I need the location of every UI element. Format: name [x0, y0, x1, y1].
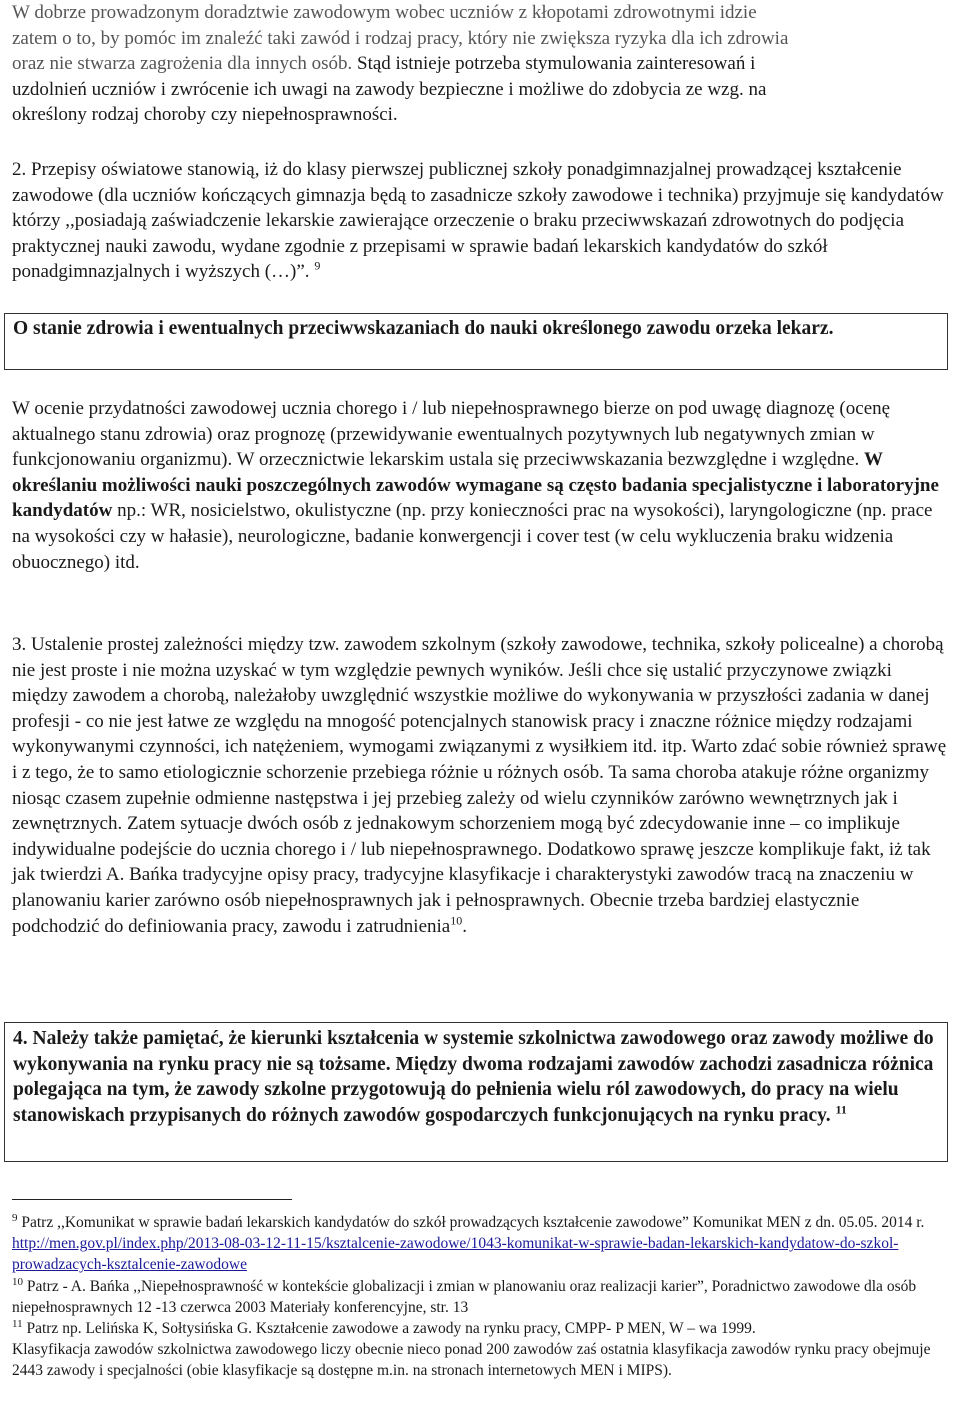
paragraph-assessment-text-b: np.: WR, nosicielstwo, okulistyczne (np. przy konieczności prac na wysokości), laryngologiczne (np. prace na wysokości czy w hałasie), neurologiczne, badanie konwergencji i cover test (w celu wykluczenia braku widzenia obuocznego) itd. [12, 500, 933, 573]
footnote-9 [12, 1212, 948, 1276]
footnote-11-number: 11 [12, 1317, 23, 1330]
footnote-9-link[interactable]: http://men.gov.pl/index.php/2013-08-03-12-11-15/ksztalcenie-zawodowe/1043-komunikat-w-sprawie-badan-lekarskich-kandydatow-do-szkol-prowadzacych-ksztalcenie-zawodowe [12, 1235, 899, 1274]
intro-line-5: określony rodzaj choroby czy niepełnosprawności. [12, 104, 398, 126]
footnote-ref-10[interactable]: 10 [450, 913, 463, 928]
footnote-ref-9[interactable]: 9 [314, 259, 321, 274]
highlight-box-doctor [4, 313, 948, 370]
intro-line-3 [12, 51, 948, 77]
paragraph-assessment [12, 396, 948, 575]
paragraph-intro [12, 0, 948, 128]
paragraph-3-text: 3. Ustalenie prostej zależności między tzw. zawodem szkolnym (szkoły zawodowe, technika, szkoły policealne) a chorobą nie jest proste i nie można uzyskać w tym względzie pewnych wyników. Jeśli chce się ustalić przyczynowe związki między zawodem a chorobą, należałoby uwzględnić wszystkie możliwe do wykonywania w przyszłości zadania w danej profesji - co nie jest łatwe ze względu na mnogość potencjalnych stanowisk pracy i znaczne różnice między rodzajami wykonywanymi czynności, ich natężeniem, wymogami związanymi z wysiłkiem itd. itp. Warto zdać sobie również sprawę i z tego, że to samo etiologicznie schorzenie przebiega różnie u różnych osób. Ta sama choroba atakuje różne organizmy niosąc czasem zupełnie odmienne następstwa i jej przebieg zależy od wielu czynników zarówno wewnętrznych jak i zewnętrznych. Zatem sytuacje dwóch osób z jednakowym schorzeniem mogą być zdecydowanie inne – co implikuje indywidualne podejście do ucznia chorego i / lub niepełnosprawnego. Dodatkowo sprawę jeszcze komplikuje fakt, iż tak jak twierdzi A. Bańka tradycyjne opisy pracy, tradycyjne klasyfikacje i charakterystyki zawodów tracą na znaczeniu w planowaniu karier zarówno osób niepełnosprawnych jak i pełnosprawnych. Obecnie trzeba bardziej elastycznie podchodzić do definiowania pracy, zawodu i zatrudnienia [12, 634, 947, 937]
footnote-11-text: Patrz np. Lelińska K, Sołtysińska G. Kształcenie zawodowe a zawody na rynku pracy, CMPP- P MEN, W – wa 1999. [22, 1320, 756, 1338]
footnote-9-text: Patrz ,,Komunikat w sprawie badań lekarskich kandydatów do szkół prowadzących kształcenie zawodowe” Komunikat MEN z dn. 05.05. 2014 r. [17, 1214, 925, 1231]
intro-line-4: uzdolnień uczniów i zwrócenie ich uwagi na zawody bezpieczne i możliwe do zdobycia ze wzg. na [12, 78, 767, 100]
paragraph-2-text: 2. Przepisy oświatowe stanowią, iż do klasy pierwszej publicznej szkoły ponadgimnazjalnej prowadzącej kształcenie zawodowe (dla uczniów kończących gimnazja będą to zasadnicze szkoły zawodowe i technika) przyjmuje się kandydatów którzy ,,posiadają zaświadczenie lekarskie zawierające orzeczenie o braku przeciwwskazań zdrowotnych do podjęcia praktycznej nauki zawodu, wydane zgodnie z przepisami w sprawie badań lekarskich kandydatów do szkół ponadgimnazjalnych i wyższych (…)”. [12, 159, 944, 283]
footnote-ref-11[interactable]: 11 [835, 1102, 847, 1116]
footnote-9-number: 9 [12, 1211, 18, 1224]
paragraph-assessment-bold: W określaniu możliwości nauki poszczególnych zawodów wymagane są często badania specjalistyczne i laboratoryjne kandydatów [12, 449, 939, 522]
highlight-box-doctor-text: O stanie zdrowia i ewentualnych przeciwwskazaniach do nauki określonego zawodu orzeka lekarz. [13, 318, 834, 339]
paragraph-3-end: . [462, 915, 467, 937]
footnote-10-text: Patrz - A. Bańka ,,Niepełnosprawność w kontekście globalizacji i zmian w planowaniu oraz realizacji karier”, Poradnictwo zawodowe dla osób niepełnosprawnych 12 -13 czerwca 2003 Materiały konferencyjne, str. 13 [12, 1277, 917, 1316]
footnote-11 [12, 1318, 948, 1339]
highlight-box-point-4 [4, 1022, 948, 1162]
paragraph-assessment-text-a: W ocenie przydatności zawodowej ucznia chorego i / lub niepełnosprawnego bierze on pod uwagę diagnozę (ocenę aktualnego stanu zdrowia) oraz prognozę (przewidywanie ewentualnych pozytywnych lub negatywnych zmian w funkcjonowaniu organizmu). W orzecznictwie lekarskim ustala się przeciwwskazania bezwzględne i względne. [12, 398, 891, 471]
intro-line-2: zatem o to, by pomóc im znaleźć taki zawód i rodzaj pracy, który nie zwiększa ryzyka dla ich zdrowia [12, 27, 789, 49]
intro-line-3a: oraz nie stwarza zagrożenia dla innych osób. [12, 53, 353, 75]
footnote-10 [12, 1276, 948, 1318]
footnote-separator [12, 1199, 292, 1200]
intro-line-3b: Stąd istnieje potrzeba stymulowania zainteresowań i [352, 53, 756, 75]
intro-line-1: W dobrze prowadzonym doradztwie zawodowym wobec uczniów z kłopotami zdrowotnymi idzie [12, 2, 757, 23]
paragraph-2 [12, 157, 948, 285]
footnote-11-continuation: Klasyfikacja zawodów szkolnictwa zawodowego liczy obecnie nieco ponad 200 zawodów zaś ostatnia klasyfikacja zawodów rynku pracy obejmuje 2443 zawody i specjalności (obie klasyfikacje są dostępne m.in. na stronach internetowych MEN i MIPS). [12, 1341, 931, 1380]
paragraph-3 [12, 632, 948, 939]
footnote-10-number: 10 [12, 1275, 23, 1288]
highlight-box-point-4-text: 4. Należy także pamiętać, że kierunki kształcenia w systemie szkolnictwa zawodowego oraz zawody możliwe do wykonywania na rynku pracy nie są tożsame. Między dwoma rodzajami zawodów zachodzi zasadnicza różnica polegająca na tym, że zawody szkolne przygotowują do pełnienia wielu ról zawodowych, do pracy na wielu stanowiskach przypisanych do różnych zawodów gospodarczych funkcjonujących na rynku pracy. [13, 1028, 934, 1126]
footnotes [12, 1212, 948, 1382]
